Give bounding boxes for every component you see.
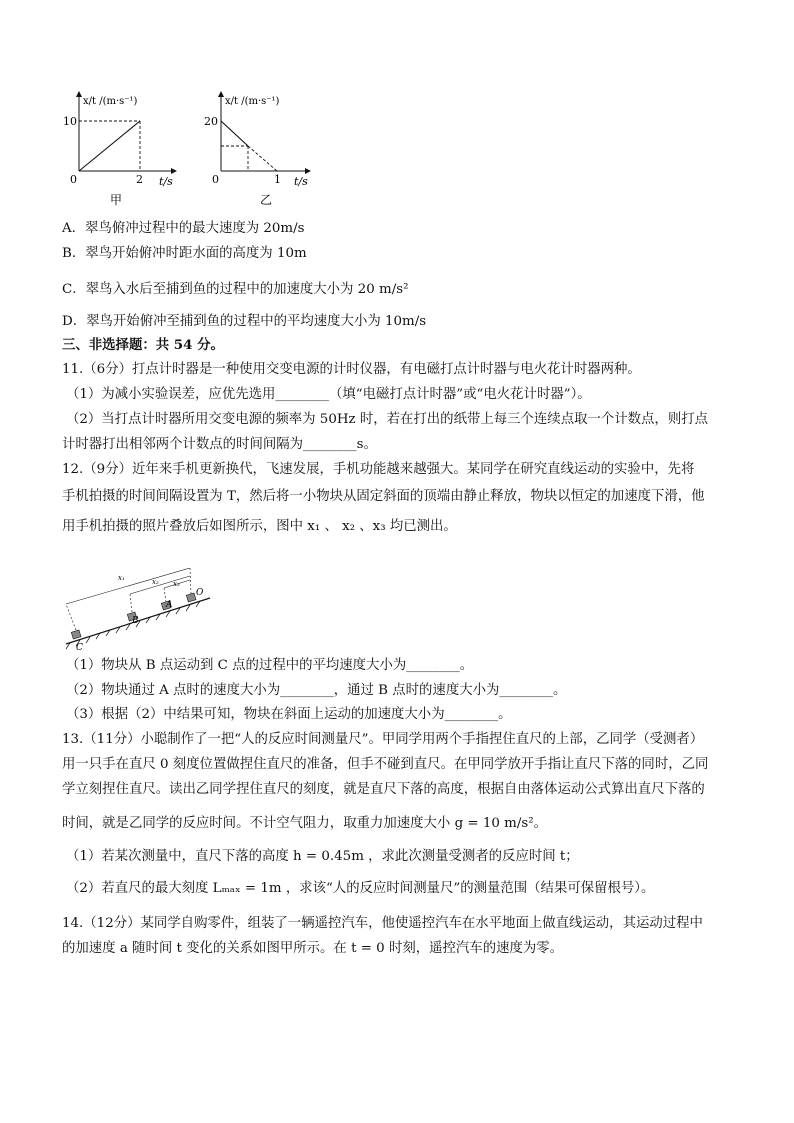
point-b-label: B [132, 616, 139, 626]
q12-stem-line1: 12.（9分）近年来手机更新换代，飞速发展，手机功能越来越强大。某同学在研究直线运动的实验中，先将 [62, 462, 695, 477]
incline-svg [60, 568, 220, 654]
origin-label: 0 [212, 173, 219, 186]
q11-part2-line2: 计时器打出相邻两个计数点的时间间隔为________s。 [62, 437, 377, 452]
q13-stem-line2: 用一只手在直尺 0 刻度位置做捏住直尺的准备，但手不碰到直尺。在甲同学放开手指让直尺下落的同时，乙同 [62, 757, 709, 772]
q12-part1: （1）物块从 B 点运动到 C 点的过程中的平均速度大小为________。 [66, 658, 474, 673]
q12-stem-line3: 用手机拍摄的照片叠放后如图所示，图中 x₁ 、 x₂ 、x₃ 均已测出。 [62, 519, 457, 534]
q11-part2-line1: （2）当打点计时器所用交变电源的频率为 50Hz 时，若在打出的纸带上每三个连续点取一个计数点，则打点 [66, 412, 708, 427]
x-axis-label: t/s [159, 175, 173, 188]
q13-part1: （1）若某次测量中，直尺下落的高度 h = 0.45m ，求此次测量受测者的反应时间 t； [66, 849, 579, 864]
section-heading: 三、非选择题：共 54 分。 [62, 337, 224, 353]
y-axis-label: x/t /(m·s⁻¹) [225, 96, 280, 107]
q13-stem-line3: 学立刻捏住直尺。读出乙同学捏住直尺的刻度，就是直尺下落的高度，根据自由落体运动公式算出直尺下落的 [62, 782, 705, 797]
x-tick-label: 2 [136, 173, 143, 186]
q13-stem-line4: 时间，就是乙同学的反应时间。不计空气阻力，取重力加速度大小 g = 10 m/s²。 [62, 816, 548, 831]
label-x1: x₁ [118, 574, 125, 582]
data-line [221, 121, 248, 146]
q13-stem-line1: 13.（11分）小聪制作了一把“人的反应时间测量尺”。甲同学用两个手指捏住直尺的上部，乙同学（受测者） [62, 732, 704, 747]
y-tick-label: 10 [63, 115, 77, 128]
incline-figure [60, 568, 220, 658]
q12-part2: （2）物块通过 A 点时的速度大小为________，通过 B 点时的速度大小为________。 [66, 683, 567, 698]
label-x2: x₂ [152, 578, 159, 586]
graph-yi [200, 88, 330, 220]
graph-yi-svg [200, 88, 330, 216]
label-x3: x₃ [173, 580, 180, 588]
point-o-label: O [196, 588, 204, 598]
y-tick-label: 20 [204, 115, 218, 128]
x-axis-label: t/s [294, 175, 308, 188]
q12-stem-line2: 手机拍摄的时间间隔设置为 T，然后将一小物块从固定斜面的顶端由静止释放，物块以恒定的加速度下滑，他 [62, 489, 705, 504]
data-line [79, 121, 140, 171]
option-a: A．翠鸟俯冲过程中的最大速度为 20m/s [62, 221, 305, 236]
data-line-extension [248, 146, 277, 171]
q11-part1: （1）为减小实验误差，应优先选用________（填“电磁打点计时器”或“电火花计时器”）。 [66, 387, 591, 402]
option-c: C．翠鸟入水后至捕到鱼的过程中的加速度大小为 20 m/s² [62, 282, 409, 297]
point-a-label: A [166, 600, 173, 610]
graph-jia-svg [58, 88, 188, 216]
q13-part2: （2）若直尺的最大刻度 Lₘₐₓ = 1m ，求该“人的反应时间测量尺”的测量范围（结果可保留根号）。 [66, 881, 655, 896]
y-axis-label: x/t /(m·s⁻¹) [83, 96, 138, 107]
block-o [186, 593, 196, 602]
option-b: B．翠鸟开始俯冲时距水面的高度为 10m [62, 246, 307, 261]
q12-part3: （3）根据（2）中结果可知，物块在斜面上运动的加速度大小为________。 [66, 707, 512, 722]
graph-caption: 乙 [260, 193, 273, 207]
point-c-label: C [76, 643, 83, 653]
x-tick-label: 1 [274, 173, 281, 186]
graph-jia [58, 88, 188, 220]
option-d: D．翠鸟开始俯冲至捕到鱼的过程中的平均速度大小为 10m/s [62, 314, 427, 329]
q11-stem: 11.（6分）打点计时器是一种使用交变电源的计时仪器，有电磁打点计时器与电火花计时器两种。 [62, 362, 641, 377]
origin-label: 0 [70, 173, 77, 186]
block-c [71, 630, 81, 639]
dimension-lines [66, 568, 191, 630]
graph-caption: 甲 [110, 193, 123, 207]
q14-stem-line1: 14.（12分）某同学自购零件，组装了一辆遥控汽车，他使遥控汽车在水平地面上做直线运动，其运动过程中 [62, 916, 703, 931]
q14-stem-line2: 的加速度 a 随时间 t 变化的关系如图甲所示。在 t = 0 时刻，遥控汽车的速度为零。 [62, 941, 564, 956]
